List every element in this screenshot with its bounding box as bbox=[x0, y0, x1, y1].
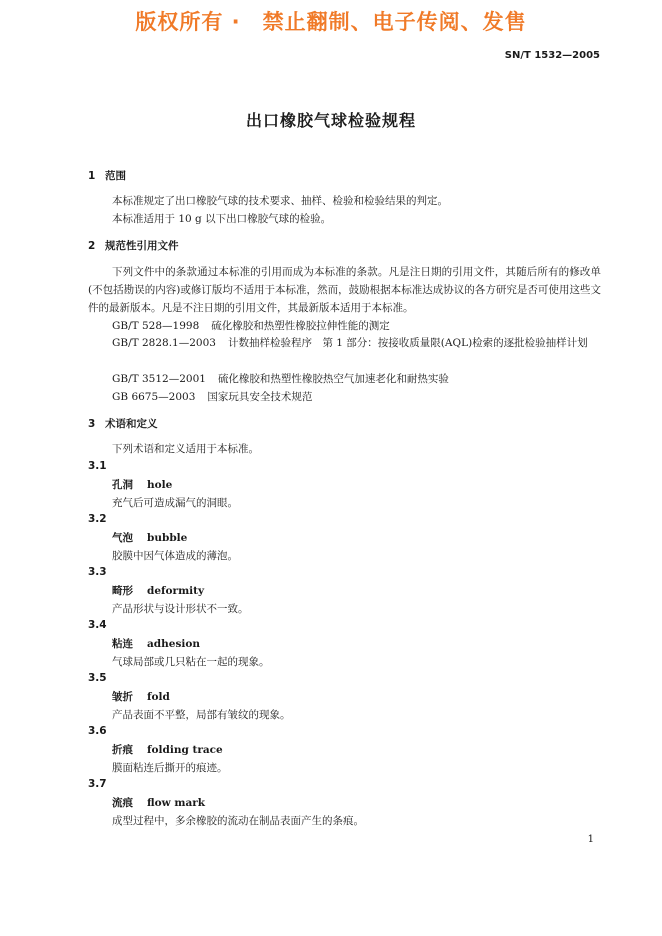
standard-code: SN/T 1532—2005 bbox=[504, 50, 600, 61]
term-en: folding trace bbox=[147, 744, 223, 756]
term-number: 3.4 bbox=[88, 619, 107, 631]
term-definition: 气球局部或几只粘在一起的现象。 bbox=[112, 656, 270, 668]
term-en: adhesion bbox=[147, 638, 200, 650]
page-number: 1 bbox=[587, 834, 594, 845]
term-en: fold bbox=[147, 691, 170, 703]
section-3-number: 3 bbox=[88, 418, 96, 430]
term-number: 3.2 bbox=[88, 513, 107, 525]
reference-item bbox=[112, 389, 312, 404]
term-zh: 粘连 bbox=[112, 638, 133, 650]
document-title: 出口橡胶气球检验规程 bbox=[245, 111, 416, 130]
section-1-para-2: 本标准适用于 10 g 以下出口橡胶气球的检验。 bbox=[112, 213, 332, 225]
term-zh: 畸形 bbox=[112, 585, 133, 597]
reference-code: GB/T 3512—2001 bbox=[112, 373, 206, 385]
term-en: deformity bbox=[147, 585, 205, 597]
section-2-number: 2 bbox=[88, 240, 96, 252]
reference-code: GB 6675—2003 bbox=[112, 391, 196, 403]
term-definition: 成型过程中，多余橡胶的流动在制品表面产生的条痕。 bbox=[112, 815, 364, 827]
section-1-title: 范围 bbox=[105, 170, 126, 182]
term-name bbox=[112, 530, 187, 545]
section-3-title: 术语和定义 bbox=[105, 418, 158, 430]
reference-item bbox=[88, 334, 601, 352]
term-definition: 充气后可造成漏气的洞眼。 bbox=[112, 497, 238, 509]
term-name bbox=[112, 583, 204, 598]
reference-code: GB/T 528—1998 bbox=[112, 320, 200, 332]
term-zh: 流痕 bbox=[112, 797, 133, 809]
section-1-number: 1 bbox=[88, 170, 96, 182]
term-en: hole bbox=[147, 479, 173, 491]
term-name bbox=[112, 795, 205, 810]
reference-title: 硫化橡胶和热塑性橡胶热空气加速老化和耐热实验 bbox=[217, 373, 449, 385]
copyright-watermark: 版权所有 · 禁止翻制、电子传阅、发售 bbox=[135, 10, 527, 34]
section-3-heading bbox=[88, 416, 158, 431]
term-zh: 气泡 bbox=[112, 532, 133, 544]
section-2-heading bbox=[88, 238, 179, 253]
term-name bbox=[112, 742, 223, 757]
reference-title: 国家玩具安全技术规范 bbox=[207, 391, 313, 403]
section-3-intro: 下列术语和定义适用于本标准。 bbox=[112, 443, 259, 455]
term-en: flow mark bbox=[147, 797, 206, 809]
term-number: 3.6 bbox=[88, 725, 107, 737]
reference-code: GB/T 2828.1—2003 bbox=[112, 337, 216, 349]
term-zh: 孔洞 bbox=[112, 479, 133, 491]
term-definition: 产品表面不平整，局部有皱纹的现象。 bbox=[112, 709, 291, 721]
term-name bbox=[112, 636, 200, 651]
section-1-heading bbox=[88, 168, 126, 183]
reference-item bbox=[112, 318, 390, 333]
term-name bbox=[112, 477, 172, 492]
reference-title: 硫化橡胶和热塑性橡胶拉伸性能的测定 bbox=[211, 320, 390, 332]
section-2-intro: 下列文件中的条款通过本标准的引用而成为本标准的条款。凡是注日期的引用文件，其随后所有的修改单(不包括勘误的内容)或修订版均不适用于本标准，然而，鼓励根据本标准达成协议的各方研究是否可使用这些文件的最新版本。凡是不注日期的引用文件，其最新版本适用于本标准。 bbox=[88, 266, 601, 314]
term-definition: 膜面粘连后撕开的痕迹。 bbox=[112, 762, 228, 774]
term-definition: 胶膜中因气体造成的薄泡。 bbox=[112, 550, 238, 562]
term-en: bubble bbox=[147, 532, 188, 544]
term-name bbox=[112, 689, 170, 704]
term-number: 3.1 bbox=[88, 460, 107, 472]
reference-item bbox=[112, 371, 449, 386]
term-definition: 产品形状与设计形状不一致。 bbox=[112, 603, 249, 615]
term-zh: 皱折 bbox=[112, 691, 133, 703]
term-zh: 折痕 bbox=[112, 744, 133, 756]
section-1-para-1: 本标准规定了出口橡胶气球的技术要求、抽样、检验和检验结果的判定。 bbox=[112, 195, 448, 207]
term-number: 3.5 bbox=[88, 672, 107, 684]
term-number: 3.3 bbox=[88, 566, 107, 578]
term-number: 3.7 bbox=[88, 778, 107, 790]
section-2-title: 规范性引用文件 bbox=[105, 240, 179, 252]
reference-title: 计数抽样检验程序 第 1 部分：按接收质量限(AQL)检索的逐批检验抽样计划 bbox=[227, 337, 588, 349]
